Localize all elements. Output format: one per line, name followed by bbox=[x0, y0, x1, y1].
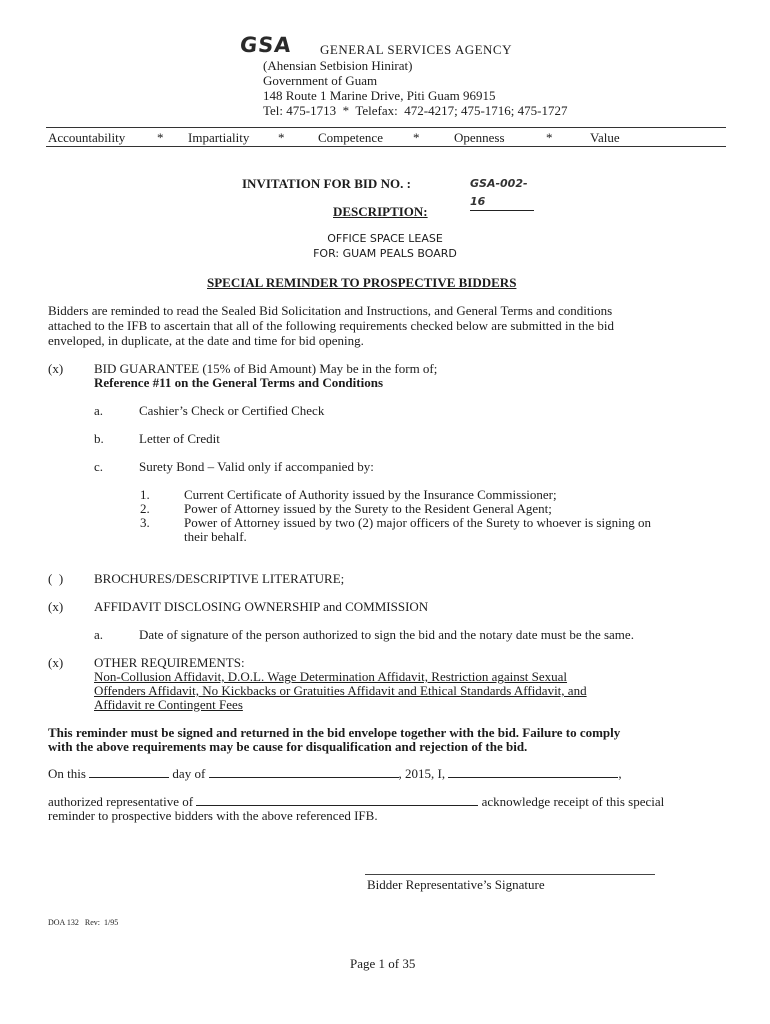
other-title: OTHER REQUIREMENTS: bbox=[94, 655, 245, 670]
notice-line-2: with the above requirements may be cause for disqualification and rejection of the bid. bbox=[48, 739, 528, 754]
ack-comma: , bbox=[618, 766, 622, 781]
ack-acknowledge: acknowledge receipt of this special bbox=[481, 794, 665, 809]
top-rule bbox=[46, 127, 726, 128]
surety-item-number: 3. bbox=[140, 515, 150, 530]
surety-item-number: 2. bbox=[140, 501, 150, 516]
intro-line-1: Bidders are reminded to read the Sealed Bid Solicitation and Instructions, and General Terms and conditions bbox=[48, 303, 613, 318]
bid-number-label: INVITATION FOR BID NO. : bbox=[242, 176, 411, 191]
ack-day-of: day of bbox=[172, 766, 206, 781]
intro-line-2: attached to the IFB to ascertain that all of the following requirements checked below are submitted in the bid bbox=[48, 318, 615, 333]
checkbox-bid-guarantee: (x) bbox=[48, 361, 64, 376]
other-line-3: Affidavit re Contingent Fees bbox=[94, 697, 243, 712]
value-accountability: Accountability bbox=[48, 130, 126, 145]
ack-year: , 2015, I, bbox=[398, 766, 446, 781]
affidavit-item-letter: a. bbox=[94, 627, 104, 642]
surety-item-number: 1. bbox=[140, 487, 150, 502]
ack-line-2 bbox=[48, 794, 664, 809]
gsa-logo: GSA bbox=[238, 33, 293, 57]
notice-line-1: This reminder must be signed and returned in the bid envelope together with the bid. Failure to comply bbox=[48, 725, 621, 740]
checkbox-affidavit: (x) bbox=[48, 599, 64, 614]
address-line: 148 Route 1 Marine Drive, Piti Guam 96915 bbox=[263, 88, 496, 103]
intro-line-3: enveloped, in duplicate, at the date and time for bid opening. bbox=[48, 333, 364, 348]
option-letter: a. bbox=[94, 403, 104, 418]
surety-item-text: Power of Attorney issued by the Surety to the Resident General Agent; bbox=[184, 501, 552, 516]
ack-line-3: reminder to prospective bidders with the above referenced IFB. bbox=[48, 808, 378, 823]
other-line-1: Non-Collusion Affidavit, D.O.L. Wage Determination Affidavit, Restriction against Sexual bbox=[94, 669, 568, 684]
option-text: Cashier’s Check or Certified Check bbox=[139, 403, 325, 418]
option-letter: c. bbox=[94, 459, 104, 474]
page-number: Page 1 of 35 bbox=[350, 956, 416, 971]
checkbox-brochures: ( ) bbox=[48, 571, 64, 586]
value-value: Value bbox=[590, 130, 620, 145]
ack-authorized: authorized representative of bbox=[48, 794, 194, 809]
value-competence: Competence bbox=[318, 130, 383, 145]
value-separator: * bbox=[413, 130, 420, 145]
agency-local-name: (Ahensian Setbision Hinirat) bbox=[263, 58, 413, 73]
value-separator: * bbox=[278, 130, 285, 145]
checkbox-other: (x) bbox=[48, 655, 64, 670]
bid-number-field bbox=[470, 174, 534, 211]
description-line-2: FOR: GUAM PEALS BOARD bbox=[313, 247, 457, 260]
value-separator: * bbox=[157, 130, 164, 145]
affidavit-title: AFFIDAVIT DISCLOSING OWNERSHIP and COMMISSION bbox=[94, 599, 429, 614]
bid-guarantee-title: BID GUARANTEE (15% of Bid Amount) May be in the form of; bbox=[94, 361, 438, 376]
description-heading: DESCRIPTION: bbox=[333, 204, 428, 219]
values-bar bbox=[48, 130, 728, 146]
other-line-2: Offenders Affidavit, No Kickbacks or Gratuities Affidavit and Ethical Standards Affidavit, and bbox=[94, 683, 587, 698]
surety-item-text: Current Certificate of Authority issued by the Insurance Commissioner; bbox=[184, 487, 557, 502]
month-field[interactable] bbox=[209, 767, 399, 778]
option-text: Letter of Credit bbox=[139, 431, 220, 446]
option-text: Surety Bond – Valid only if accompanied by: bbox=[139, 459, 374, 474]
option-letter: b. bbox=[94, 431, 104, 446]
value-impartiality: Impartiality bbox=[188, 130, 250, 145]
company-field[interactable] bbox=[196, 795, 478, 806]
brochures-title: BROCHURES/DESCRIPTIVE LITERATURE; bbox=[94, 571, 345, 586]
name-field[interactable] bbox=[448, 767, 618, 778]
value-openness: Openness bbox=[454, 130, 505, 145]
affidavit-item-text: Date of signature of the person authorized to sign the bid and the notary date must be the same. bbox=[139, 627, 634, 642]
phone-line: Tel: 475-1713 * Telefax: 472-4217; 475-1716; 475-1727 bbox=[263, 103, 568, 118]
bid-guarantee-reference: Reference #11 on the General Terms and Conditions bbox=[94, 375, 384, 390]
description-line-1: OFFICE SPACE LEASE bbox=[327, 232, 443, 245]
signature-label: Bidder Representative’s Signature bbox=[367, 877, 545, 892]
bottom-rule bbox=[46, 146, 726, 147]
form-code: DOA 132 Rev: 1/95 bbox=[48, 918, 119, 927]
signature-line[interactable] bbox=[365, 874, 655, 875]
day-field[interactable] bbox=[89, 767, 169, 778]
surety-item-continuation: their behalf. bbox=[184, 529, 247, 544]
reminder-heading: SPECIAL REMINDER TO PROSPECTIVE BIDDERS bbox=[207, 275, 517, 290]
surety-item-text: Power of Attorney issued by two (2) major officers of the Surety to whoever is signing on bbox=[184, 515, 651, 530]
ack-on-this: On this bbox=[48, 766, 86, 781]
government-line: Government of Guam bbox=[263, 73, 378, 88]
value-separator: * bbox=[546, 130, 553, 145]
ack-line-1 bbox=[48, 766, 622, 781]
agency-name: GENERAL SERVICES AGENCY bbox=[320, 42, 512, 57]
bid-number-value: GSA-002-16 bbox=[470, 177, 528, 208]
